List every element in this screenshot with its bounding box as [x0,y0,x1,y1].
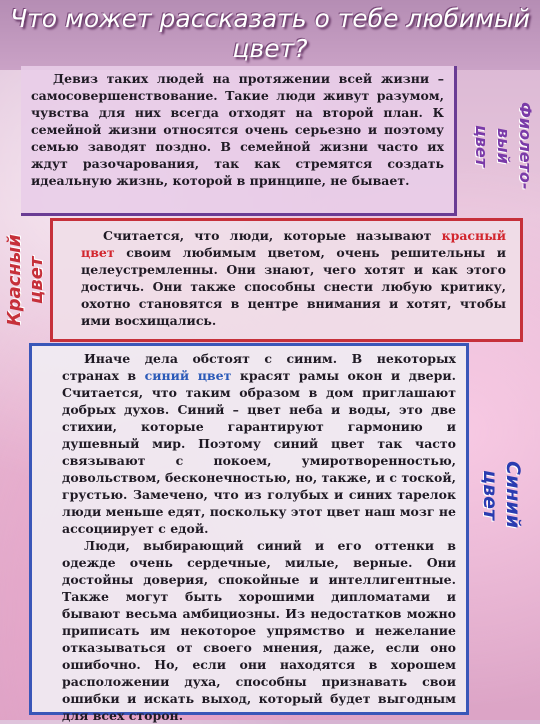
red-label [4,222,48,338]
red-label-line1: Красный [4,234,25,326]
red-paragraph [81,227,506,329]
red-text-before: Считается, что люди, которые называют [103,228,442,243]
violet-text-box [21,66,457,216]
blue-label-line2: цвет [479,469,501,520]
violet-label [470,86,536,206]
violet-paragraph: Девиз таких людей на протяжении всей жизни – самосовершенствование. Такие люди живут разумом, чувства для них всегда отходят на второй план. К семейной жизни относятся очень серьезно и поэтому семью заводят поздно. В семейной жизни часто их ждут разочарования, так как стремятся создать идеальную жизнь, которой в принципе, не бывает. [31,71,444,188]
violet-label-line1: Фиолето- [516,102,535,190]
blue-keyword: синий цвет [144,368,232,383]
blue-text-after: красят рамы окон и двери. Считается, что таким образом в дом приглашают добрых духов. Синий – цвет неба и воды, это две стихии, которые гарантируют гармонию и душевный мир. Поэтому синий цвет так часто связывают с покоем, умиротворенностью, довольством, бесконечностью, но, также, и с тоской, грустью. Замечено, что из голубых и синих тарелок люди меньше едят, поскольку этот цвет наш мозг не ассоциирует с едой. [62,368,456,536]
blue-paragraph-2: Люди, выбирающий синий и его оттенки в одежде очень сердечные, милые, верные. Они достойны доверия, спокойные и интеллигентные. Также могут быть хорошими дипломатами и бывают весьма амбициозны. Из недостатков можно приписать им некоторое упрямство и нежелание отказываться от своего мнения, даже, если оно ошибочно. Но, если они находятся в хорошем расположении духа, способны признавать свои ошибки и искать выход, который будет выгодным для всех сторон. [62,538,456,723]
blue-text-box [29,343,469,723]
blue-paragraph-1 [62,350,456,537]
violet-label-line3: цвет [472,124,491,168]
blue-label [478,440,524,550]
violet-label-line2: вый [494,128,513,164]
red-label-line2: цвет [26,256,47,304]
red-text-box [50,218,523,342]
blue-text-before: Иначе дела обстоят с синим. В некоторых странах в [62,351,456,383]
red-keyword: красный цвет [81,228,506,260]
red-text-after: своим любимым цветом, очень решительны и целеустремленны. Они знают, чего хотят и как этого достичь. Они также способны снести любую критику, охотно становятся в центре внимания и хотят, чтобы ими восхищались. [81,245,506,328]
page-title: Что может рассказать о тебе любимый цвет? [0,0,540,70]
blue-label-line1: Синий [502,461,524,529]
